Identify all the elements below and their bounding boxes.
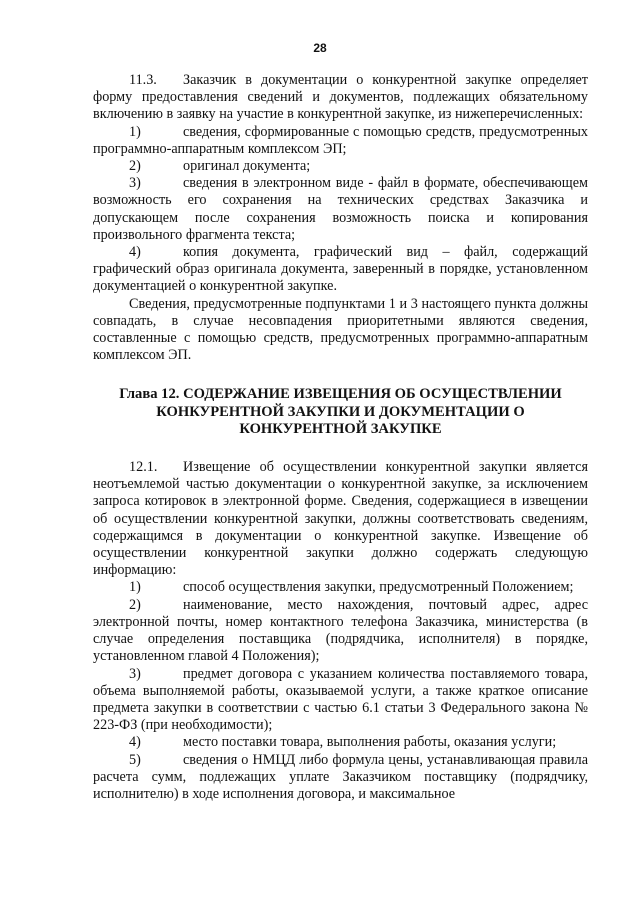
- chapter-heading-line: КОНКУРЕНТНОЙ ЗАКУПКИ И ДОКУМЕНТАЦИИ О: [156, 403, 525, 420]
- list-item-number: 3): [129, 175, 141, 192]
- list-item: [93, 666, 588, 735]
- section-text: Извещение об осуществлении конкурентной закупки является неотъемлемой частью документации о конкурентной закупке, за исключением запроса котировок в электронной форме. Сведения, содержащиеся в извещении об осуществлении конкурентной закупки, должны соответствовать сведениям, содержащимся в документации о конкурентной закупке. Извещение об осуществлении конкурентной закупки должно содержать следующую информацию:: [93, 459, 588, 579]
- list-item: [93, 597, 588, 666]
- section-11-3-closing: Сведения, предусмотренные подпунктами 1 и 3 настоящего пункта должны совпадать, в случае несовпадения приоритетными являются сведения, составленные с помощью средств, предусмотренных программно-аппаратным комплексом ЭП.: [93, 295, 588, 364]
- list-item-number: 4): [129, 734, 141, 751]
- section-number: 11.3.: [129, 72, 157, 88]
- list-item: [93, 752, 588, 804]
- list-item-text: наименование, место нахождения, почтовый адрес, адрес электронной почты, номер контактного телефона Заказчика, министерства (в случае определения поставщика (подрядчика, исполнителя) в порядке, установленном главой 4 Положения);: [93, 596, 588, 665]
- section-text: Заказчик в документации о конкурентной закупке определяет форму предоставления сведений и документов, подлежащих обязательному включению в заявку на участие в конкурентной закупке, из нижеперечисленных:: [93, 72, 588, 123]
- chapter-heading: [93, 386, 588, 438]
- list-item-number: 5): [129, 751, 141, 768]
- list-item-number: 2): [129, 596, 141, 613]
- list-item-text: способ осуществления закупки, предусмотренный Положением;: [183, 579, 574, 596]
- list-item-text: сведения в электронном виде - файл в формате, обеспечивающем возможность его сохранения на технических средствах Заказчика и допускающем после сохранения возможность поиска и копирования произвольного фрагмента текста;: [93, 175, 588, 243]
- chapter-heading-line: КОНКУРЕНТНОЙ ЗАКУПКЕ: [239, 420, 442, 437]
- list-item: [93, 124, 588, 158]
- list-item-number: 1): [129, 123, 141, 140]
- list-item-number: 3): [129, 665, 141, 682]
- list-item-text: предмет договора с указанием количества поставляемого товара, объема выполняемой работы, оказываемой услуги, а также краткое описание предмета закупки в соответствии с частью 6.1 статьи 3 Федерального закона № 223-ФЗ (при необходимости);: [93, 665, 588, 734]
- list-item: [93, 244, 588, 296]
- section-12-1-intro: [93, 459, 588, 579]
- list-item: [93, 158, 588, 175]
- page-number: 28: [313, 41, 327, 55]
- section-number: 12.1.: [129, 459, 158, 476]
- list-item-text: сведения, сформированные с помощью средств, предусмотренных программно-аппаратным комплексом ЭП;: [93, 123, 588, 157]
- list-item-text: оригинал документа;: [183, 158, 311, 175]
- section-11-3-intro: [93, 72, 588, 124]
- list-item: [93, 734, 588, 751]
- page-content: [93, 72, 588, 803]
- list-item-text: сведения о НМЦД либо формула цены, устанавливающая правила расчета сумм, подлежащих уплате Заказчиком поставщику (подрядчику, исполнителю) в ходе исполнения договора, и максимальное: [93, 751, 588, 802]
- list-item-number: 1): [129, 579, 141, 596]
- list-item: [93, 175, 588, 244]
- list-item-number: 4): [129, 244, 141, 261]
- list-item-text: копия документа, графический вид – файл, содержащий графический образ оригинала документа, заверенный в порядке, установленном документацией о конкурентной закупке.: [93, 244, 588, 295]
- chapter-heading-line: Глава 12. СОДЕРЖАНИЕ ИЗВЕЩЕНИЯ ОБ ОСУЩЕСТВЛЕНИИ: [119, 386, 562, 403]
- list-item-number: 2): [129, 158, 141, 175]
- list-item: [93, 579, 588, 596]
- list-item-text: место поставки товара, выполнения работы, оказания услуги;: [183, 734, 557, 751]
